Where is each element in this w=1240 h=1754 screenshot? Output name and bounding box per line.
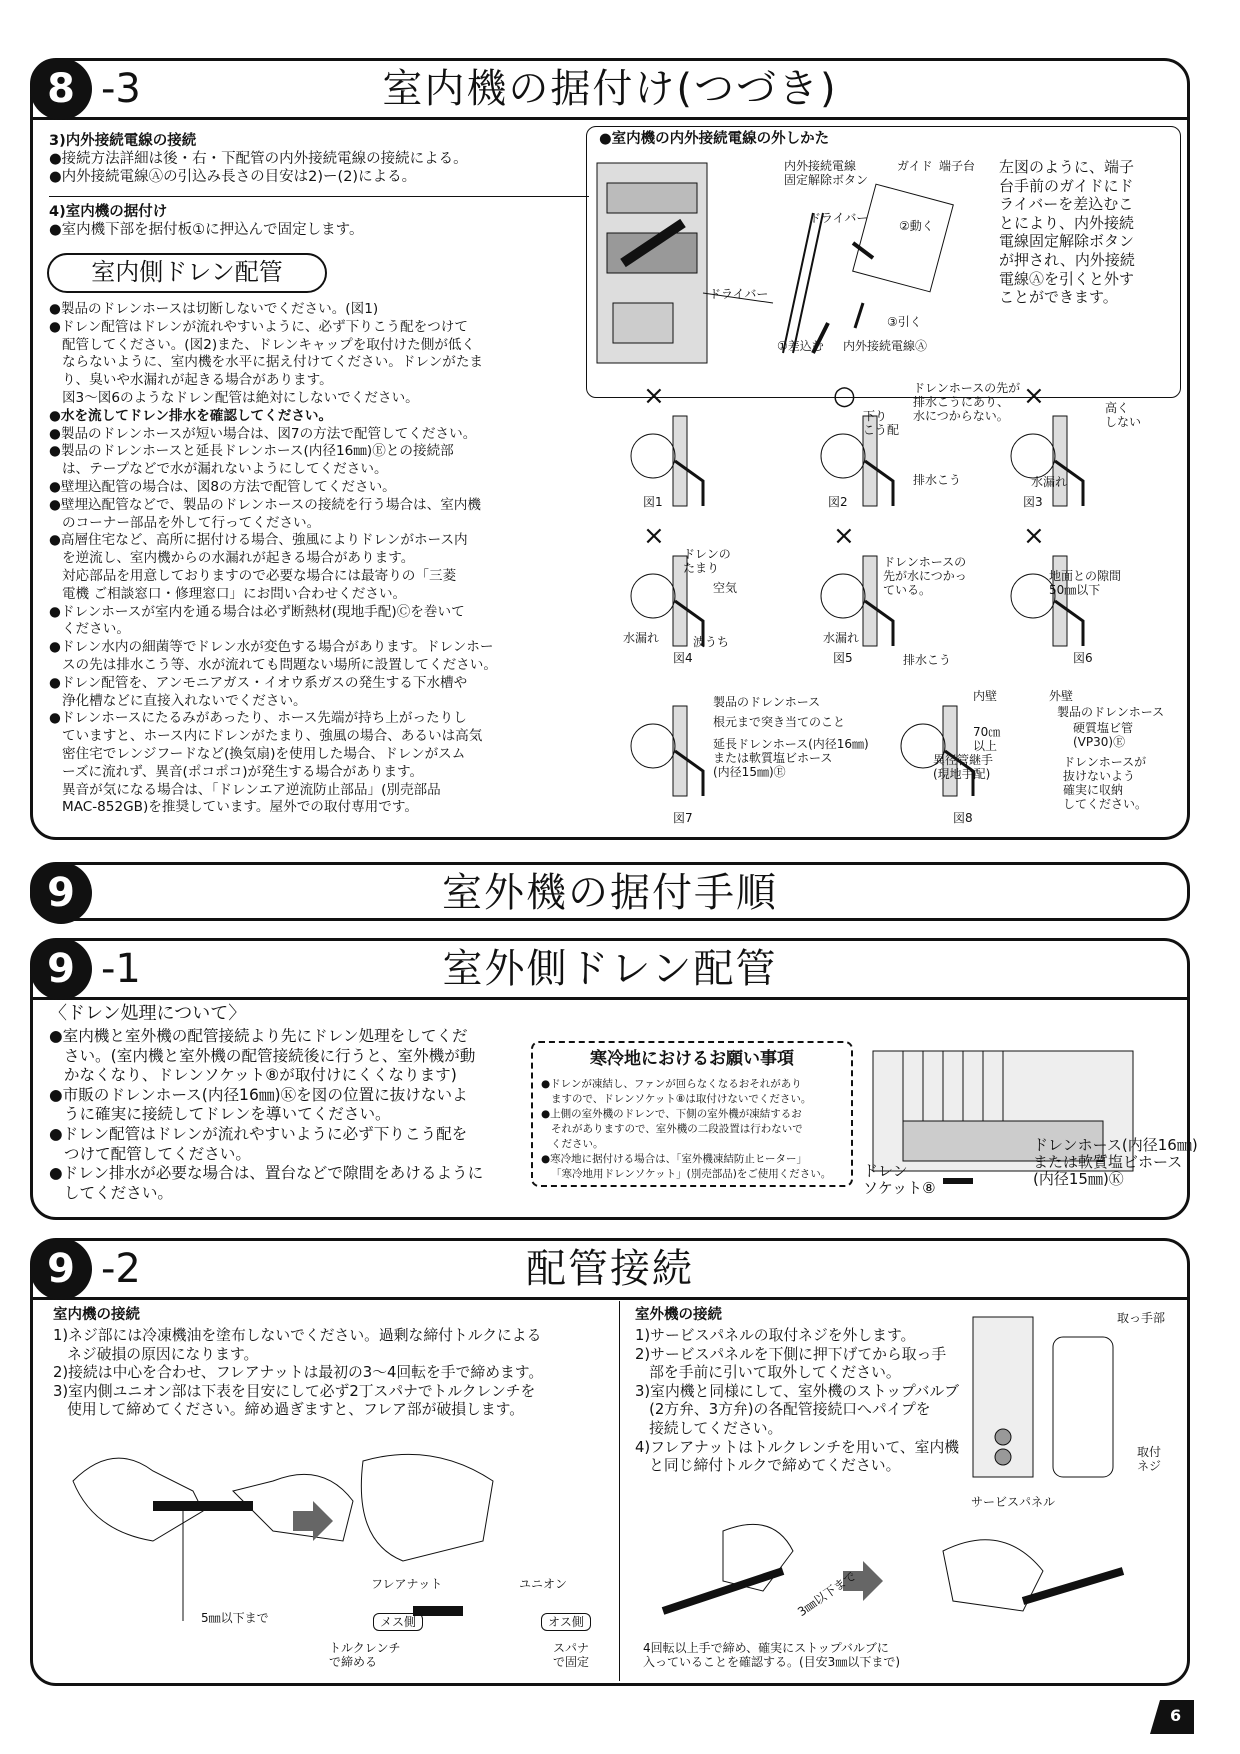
removal-illustration (593, 153, 1003, 393)
cold-region-box (531, 1041, 853, 1187)
figure-label-f8-70: 70㎝ 以上 (973, 725, 1001, 753)
text-line: スの先は排水こう等、水が流れても問題ない場所に設置してください。 (49, 657, 497, 673)
text-line: ください。 (49, 621, 130, 638)
text-line: が押され、内外接続 (999, 251, 1135, 269)
text-line: 使用して締めてください。締め過ぎますと、フレア部が破損します。 (53, 1401, 525, 1419)
figure-caption: 図8 (953, 811, 973, 825)
section-8-3-header (33, 61, 1187, 120)
text-line: ●ドレンが凍結し、ファンが回らなくなるおそれがあり (541, 1078, 802, 1090)
figure-caption: 図1 (643, 495, 663, 509)
drain-figure-f8 (883, 701, 1033, 801)
text-line: (2方弁、3方弁)の各配管接続口へパイプを (635, 1401, 931, 1419)
text-line: ていますと、ホース内にドレンがたまり、強風の場合、あるいは高気 (49, 728, 483, 745)
label-driver-2: ドライバー (709, 287, 769, 301)
text-line: 対応部品を用意しておりますので必要な場合には最寄りの「三菱 (49, 568, 457, 584)
figure-label-f5-leak: 水漏れ (823, 631, 860, 645)
text-line: ●壁埋込配管の場合は、図8の方法で配管してください。 (49, 479, 396, 495)
para-3-line: ●内外接続電線Ⓐの引込み長さの目安は2)ー(2)による。 (49, 169, 417, 185)
text-line: ●ドレン配管はドレンが流れやすいように必ず下りこう配を (49, 1125, 468, 1143)
text-line: うに確実に接続してドレンを導いてください。 (49, 1105, 391, 1124)
section-title: 配管接続 (526, 1246, 694, 1292)
figure-caption: 図7 (673, 811, 693, 825)
text-line: 浄化槽などに直接入れないでください。 (49, 692, 307, 709)
heading-3: 3)内外接続電線の接続 (49, 133, 197, 149)
label-terminal: 端子台 (939, 159, 976, 173)
drain-figure-f6 (993, 551, 1143, 651)
text-line: ●上側の室外機のドレンで、下側の室外機が凍結するお (541, 1108, 802, 1120)
figure-label-f8-joint: 異径管継手 (現地手配) (933, 753, 994, 781)
text-line: 配管してください。(図2)また、ドレンキャップを取付けた側が低く (49, 336, 476, 353)
text-line: と同じ締付トルクで締めてください。 (635, 1457, 901, 1475)
removal-box (586, 126, 1181, 398)
text-line: ライバーを差込むこ (999, 195, 1134, 214)
section-number-badge: 9 (30, 938, 92, 1000)
ng-mark: × (1023, 381, 1045, 411)
drain-subtitle: 室内側ドレン配管 (47, 253, 327, 293)
text-line: MAC-852GB)を推奨しています。屋外での取付専用です。 (49, 799, 418, 816)
text-line: それがありますので、室外機の二段設置は行わないで (541, 1123, 803, 1135)
ng-mark: × (643, 521, 665, 551)
text-line: ●ドレンホースが室内を通る場合は必ず断熱材(現地手配)Ⓒを巻いて (49, 603, 465, 620)
section-number-badge: 8 (30, 58, 92, 120)
cold-region-title: 寒冷地におけるお願い事項 (590, 1049, 794, 1069)
valve-note: 4回転以上手で締め、確実にストップバルブに 入っていることを確認する。(目安3㎜以下まで) (643, 1641, 900, 1669)
section-title: 室外機の据付手順 (442, 870, 778, 916)
text-line: ●ドレンホースにたるみがあったり、ホース先端が持ち上がったりし (49, 710, 467, 727)
section-9 (30, 862, 1190, 921)
text-line: ●市販のドレンホース(内径16㎜)Ⓚを図の位置に抜けないよ (49, 1085, 468, 1104)
ok-mark: ○ (833, 381, 856, 411)
figure-label-f8-note: ドレンホースが 抜けないよう 確実に収納 してください。 (1063, 755, 1148, 811)
indoor-connect-illustration (53, 1421, 613, 1671)
label-gap-3mm: 3㎜以下まで (795, 1568, 859, 1620)
label-torque-wrench: トルクレンチ で締める (329, 1641, 401, 1669)
text-line: ●室内機と室外機の配管接続より先にドレン処理をしてくだ (49, 1027, 468, 1045)
text-line: 接続してください。 (635, 1420, 783, 1437)
text-line: ●水を流してドレン排水を確認してください。 (49, 407, 333, 424)
figure-label-f3-leak: 水漏れ (1031, 475, 1068, 489)
valve-illustration (643, 1511, 1163, 1651)
text-line: ●ドレン水内の細菌等でドレン水が変色する場合があります。ドレンホー (49, 639, 494, 656)
label-female-side: メス側 (373, 1613, 423, 1631)
text-line: とにより、内外接続 (999, 213, 1135, 232)
text-line: ください。 (541, 1138, 604, 1150)
figure-label-f5-drain: 排水こう (903, 653, 952, 667)
ng-mark: × (833, 521, 855, 551)
text-line: 電線Ⓐを引くと外す (999, 269, 1135, 288)
outdoor-hose-label: ドレンホース(内径16㎜) または軟質塩ビホース (内径15㎜)Ⓚ (1033, 1136, 1198, 1188)
text-line: ネジ破損の原因になります。 (53, 1345, 259, 1363)
para-3-line: ●接続方法詳細は後・右・下配管の内外接続電線の接続による。 (49, 151, 468, 167)
text-line: 図3〜図6のようなドレン配管は絶対にしないでください。 (49, 390, 419, 406)
figure-label-f3-high: 高く しない (1105, 401, 1142, 429)
figure-label-f5-note: ドレンホースの 先が水につかっ ている。 (883, 555, 967, 597)
text-line: してください。 (49, 1183, 174, 1202)
label-gap-5mm: 5㎜以下まで (201, 1611, 269, 1625)
label-union: ユニオン (519, 1577, 568, 1591)
text-line: は、テープなどで水が漏れないようにしてください。 (49, 461, 388, 478)
text-line: ●製品のドレンホースと延長ドレンホース(内径16㎜)Ⓔとの接続部 (49, 443, 454, 460)
text-line: 3)室内機と同様にして、室外機のストップバルブ (635, 1382, 959, 1400)
section-number-badge: 9 (30, 862, 92, 924)
text-line: ●ドレン排水が必要な場合は、置台などで隙間をあけるように (49, 1164, 484, 1183)
drain-socket-label: ドレン ソケット⑧ (863, 1162, 936, 1197)
text-line: ●高層住宅など、高所に据付ける場合、強風によりドレンがホース内 (49, 532, 468, 549)
figure-caption: 図5 (833, 651, 853, 665)
section-9-1-header (33, 941, 1187, 1000)
text-line: ●製品のドレンホースが短い場合は、図7の方法で配管してください。 (49, 425, 477, 442)
text-line: 1)サービスパネルの取付ネジを外します。 (635, 1327, 916, 1344)
section-number-badge: 9 (30, 1238, 92, 1300)
label-male-side: オス側 (541, 1613, 591, 1631)
text-line: ならないように、室内機を水平に据え付けてください。ドレンがたま (49, 354, 484, 371)
indoor-connect-title: 室内機の接続 (53, 1307, 140, 1323)
label-guide: ガイド (897, 159, 933, 173)
section-subnumber: -3 (101, 66, 141, 112)
label-move: ②動く (899, 219, 934, 233)
text-line: を逆流し、室内機からの水漏れが起きる場合があります。 (49, 550, 415, 567)
figure-label-f2-slope: 下り こう配 (863, 409, 900, 437)
page-number: 6 (1170, 1706, 1182, 1725)
removal-title: ●室内機の内外接続電線の外しかた (599, 131, 830, 147)
text-line: 4)フレアナットはトルクレンチを用いて、室内機 (635, 1438, 960, 1456)
text-line: 電線固定解除ボタン (999, 232, 1135, 251)
figure-label-f7-hose: 製品のドレンホース (713, 695, 821, 709)
figure-label-f7-butt: 根元まで突き当てのこと (713, 715, 846, 729)
text-line: ことができます。 (999, 288, 1118, 307)
text-line: かなくなり、ドレンソケット⑧が取付けにくくなります) (49, 1066, 457, 1085)
text-line: り、臭いや水漏れが起きる場合があります。 (49, 372, 333, 389)
figure-label-f8-hose: 製品のドレンホース (1057, 705, 1165, 719)
figure-label-f4-leak: 水漏れ (623, 631, 660, 645)
section-9-2 (30, 1238, 1190, 1686)
text-line: ーズに流れず、異音(ポコポコ)が発生する場合があります。 (49, 763, 424, 780)
figure-label-f8-inwall: 内壁 (973, 689, 998, 703)
text-line: ●ドレン配管はドレンが流れやすいように、必ず下りこう配をつけて (49, 318, 468, 335)
label-spanner: スパナ で固定 (553, 1641, 590, 1669)
label-release-button: 内外接続電線 固定解除ボタン (784, 159, 869, 187)
text-line: 1)ネジ部には冷凍機油を塗布しないでください。過剰な締付トルクによる (53, 1327, 542, 1344)
text-line: ●ドレン配管を、アンモニアガス・イオウ系ガスの発生する下水槽や (49, 674, 468, 691)
section-subnumber: -2 (101, 1246, 141, 1292)
text-line: のコーナー部品を外して行ってください。 (49, 514, 321, 531)
text-line: ますので、ドレンソケット⑧は取付けないでください。 (541, 1093, 812, 1105)
figure-label-f8-outwall: 外壁 (1049, 689, 1074, 703)
section-title: 室内機の据付け(つづき) (382, 66, 838, 112)
heading-4: 4)室内機の据付け (49, 204, 168, 220)
ng-mark: × (643, 381, 665, 411)
figure-caption: 図2 (828, 495, 848, 509)
text-line: ●寒冷地に据付ける場合は、「室外機凍結防止ヒーター」 (541, 1153, 807, 1165)
text-line: 2)接続は中心を合わせ、フレアナットは最初の3〜4回転を手で締めます。 (53, 1364, 544, 1382)
figure-label-f4-pool: ドレンの たまり (683, 547, 731, 575)
text-line: 密住宅でレンジフードなど(換気扇)を使用した場合、ドレンがスム (49, 746, 466, 762)
figure-caption: 図3 (1023, 495, 1043, 509)
text-line: 「寒冷地用ドレンソケット」(別売部品)をご使用ください。 (541, 1168, 832, 1180)
figure-caption: 図4 (673, 651, 693, 665)
figure-label-f8-pvc: 硬質塩ビ管 (VP30)Ⓔ (1073, 721, 1134, 749)
figure-label-f4-wave: 波うち (693, 635, 730, 649)
label-handle: 取っ手部 (1117, 1311, 1166, 1325)
label-service-panel: サービスパネル (971, 1495, 1056, 1509)
section-9-1 (30, 938, 1198, 1220)
text-line: 3)室内側ユニオン部は下表を目安にして必ず2丁スパナでトルクレンチを (53, 1382, 536, 1400)
text-line: 2)サービスパネルを下側に押下げてから取っ手 (635, 1345, 947, 1363)
figure-label-f2-note: ドレンホースの先が 排水こうにあり、 水につからない。 (913, 381, 1021, 423)
figure-label-f2-drain: 排水こう (913, 473, 962, 487)
section-9-2-header (33, 1241, 1187, 1300)
figure-label-f6-gap: 地面との隙間 50㎜以下 (1049, 569, 1122, 597)
figure-label-f4-air: 空気 (713, 581, 738, 595)
section-title: 室外側ドレン配管 (442, 946, 778, 992)
section-9-header (33, 865, 1187, 921)
column-divider (619, 1301, 620, 1681)
text-line: ●壁埋込配管などで、製品のドレンホースの接続を行う場合は、室内機 (49, 496, 481, 513)
label-driver-1: ドライバー (809, 211, 869, 225)
text-line: ●製品のドレンホースは切断しないでください。(図1) (49, 301, 379, 317)
drain-figure-f1 (613, 411, 763, 511)
figure-caption: 図6 (1073, 651, 1093, 665)
label-screw: 取付 ネジ (1137, 1445, 1162, 1473)
text-line: さい。(室内機と室外機の配管接続後に行うと、室外機が動 (49, 1046, 476, 1065)
label-insert: ①差込む (777, 339, 824, 353)
drain-process-heading: 〈ドレン処理について〉 (49, 1003, 247, 1024)
section-8-3 (30, 58, 1190, 840)
ng-mark: × (1023, 521, 1045, 551)
para-4: ●室内機下部を据付板①に押込んで固定します。 (49, 222, 364, 238)
section-subnumber: -1 (101, 946, 141, 992)
text-line: つけて配管してください。 (49, 1144, 251, 1163)
label-pull: ③引く (887, 315, 922, 329)
text-line: 異音が気になる場合は、「ドレンエア逆流防止部品」(別売部品 (49, 781, 441, 798)
label-wire: 内外接続電線Ⓐ (843, 339, 928, 353)
text-line: 電機 ご相談窓口・修理窓口」にお問い合わせください。 (49, 585, 407, 602)
outdoor-connect-title: 室外機の接続 (635, 1307, 722, 1323)
divider (49, 196, 589, 197)
text-line: 台手前のガイドにド (999, 176, 1134, 195)
label-flare-nut: フレアナット (371, 1577, 443, 1591)
text-line: 左図のように、端子 (999, 158, 1135, 176)
figure-label-f7-ext: 延長ドレンホース(内径16㎜) または軟質塩ビホース (内径15㎜)Ⓔ (713, 737, 869, 779)
text-line: 部を手前に引いて取外してください。 (635, 1364, 901, 1382)
